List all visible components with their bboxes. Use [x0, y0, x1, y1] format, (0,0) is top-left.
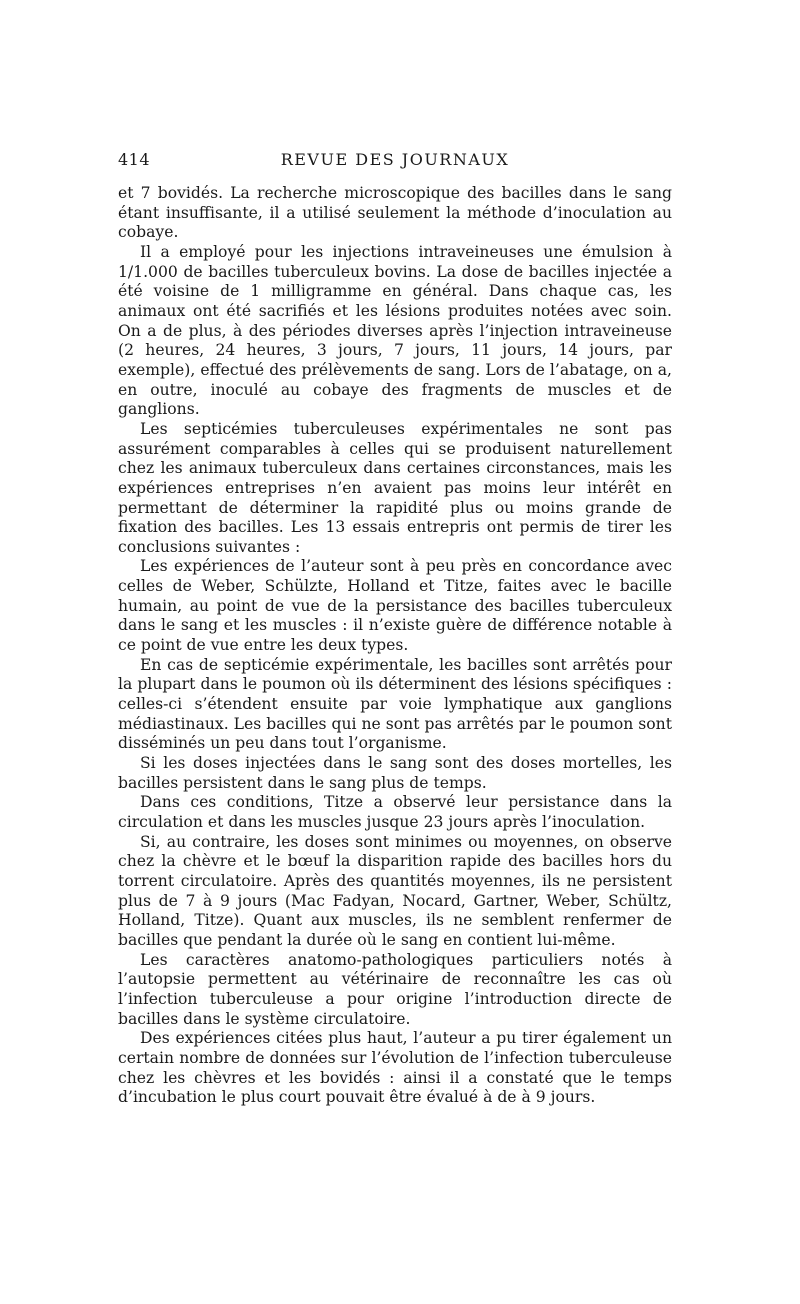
paragraph: Les expériences de l’auteur sont à peu près en concordance avec celles de Weber, Schülzte, Holland et Titze, faites avec le bacille humain, au point de vue de la persistance des bacilles tuberculeux dans le sang et les muscles : il n’existe guère de différence notable à ce point de vue entre les deux types. — [118, 557, 672, 655]
running-head — [118, 150, 672, 176]
paragraph: En cas de septicémie expérimentale, les bacilles sont arrêtés pour la plupart dans le poumon où ils déterminent des lésions spécifiques : celles-ci s’étendent ensuite par voie lymphatique aux ganglions médiastinaux. Les bacilles qui ne sont pas arrêtés par le poumon sont disséminés un peu dans tout l’organisme. — [118, 655, 672, 753]
paragraph: Il a employé pour les injections intraveineuses une émulsion à 1/1.000 de bacilles tuberculeux bovins. La dose de bacilles injectée a été voisine de 1 milligramme en général. Dans chaque cas, les animaux ont été sacrifiés et les lésions produites notées avec soin. On a de plus, à des périodes diverses après l’injection intraveineuse (2 heures, 24 heures, 3 jours, 7 jours, 11 jours, 14 jours, par exemple), effectué des prélèvements de sang. Lors de l’abatage, on a, en outre, inoculé au cobaye des fragments de muscles et de ganglions. — [118, 242, 672, 419]
paragraph: Si, au contraire, les doses sont minimes ou moyennes, on observe chez la chèvre et le bœuf la disparition rapide des bacilles hors du torrent circulatoire. Après des quantités moyennes, ils ne persistent plus de 7 à 9 jours (Mac Fadyan, Nocard, Gartner, Weber, Schültz, Holland, Titze). Quant aux muscles, ils ne semblent renfermer de bacilles que pendant la durée où le sang en contient lui-même. — [118, 832, 672, 949]
paragraph: et 7 bovidés. La recherche microscopique des bacilles dans le sang étant insuffisante, il a utilisé seulement la méthode d’inoculation au cobaye. — [118, 184, 672, 242]
paragraph: Les caractères anatomo-pathologiques particuliers notés à l’autopsie permettent au vétérinaire de reconnaître les cas où l’infection tuberculeuse a pour origine l’introduction directe de bacilles dans le système circulatoire. — [118, 950, 672, 1028]
paragraph: Des expériences citées plus haut, l’auteur a pu tirer également un certain nombre de données sur l’évolution de l’infection tuberculeuse chez les chèvres et les bovidés : ainsi il a constaté que le temps d’incubation le plus court pouvait être évalué à de à 9 jours. — [118, 1029, 672, 1107]
running-title: REVUE DES JOURNAUX — [280, 150, 510, 169]
paragraph: Dans ces conditions, Titze a observé leur persistance dans la circulation et dans les muscles jusque 23 jours après l’inoculation. — [118, 793, 672, 831]
page-number: 414 — [118, 150, 151, 169]
book-page — [118, 150, 672, 1108]
paragraph: Si les doses injectées dans le sang sont des doses mortelles, les bacilles persistent dans le sang plus de temps. — [118, 754, 672, 792]
paragraph: Les septicémies tuberculeuses expérimentales ne sont pas assurément comparables à celles qui se produisent naturellement chez les animaux tuberculeux dans certaines circonstances, mais les expériences entreprises n’en avaient pas moins leur intérêt en permettant de déterminer la rapidité plus ou moins grande de fixation des bacilles. Les 13 essais entrepris ont permis de tirer les conclusions suivantes : — [118, 419, 672, 556]
body-text — [118, 184, 672, 1108]
